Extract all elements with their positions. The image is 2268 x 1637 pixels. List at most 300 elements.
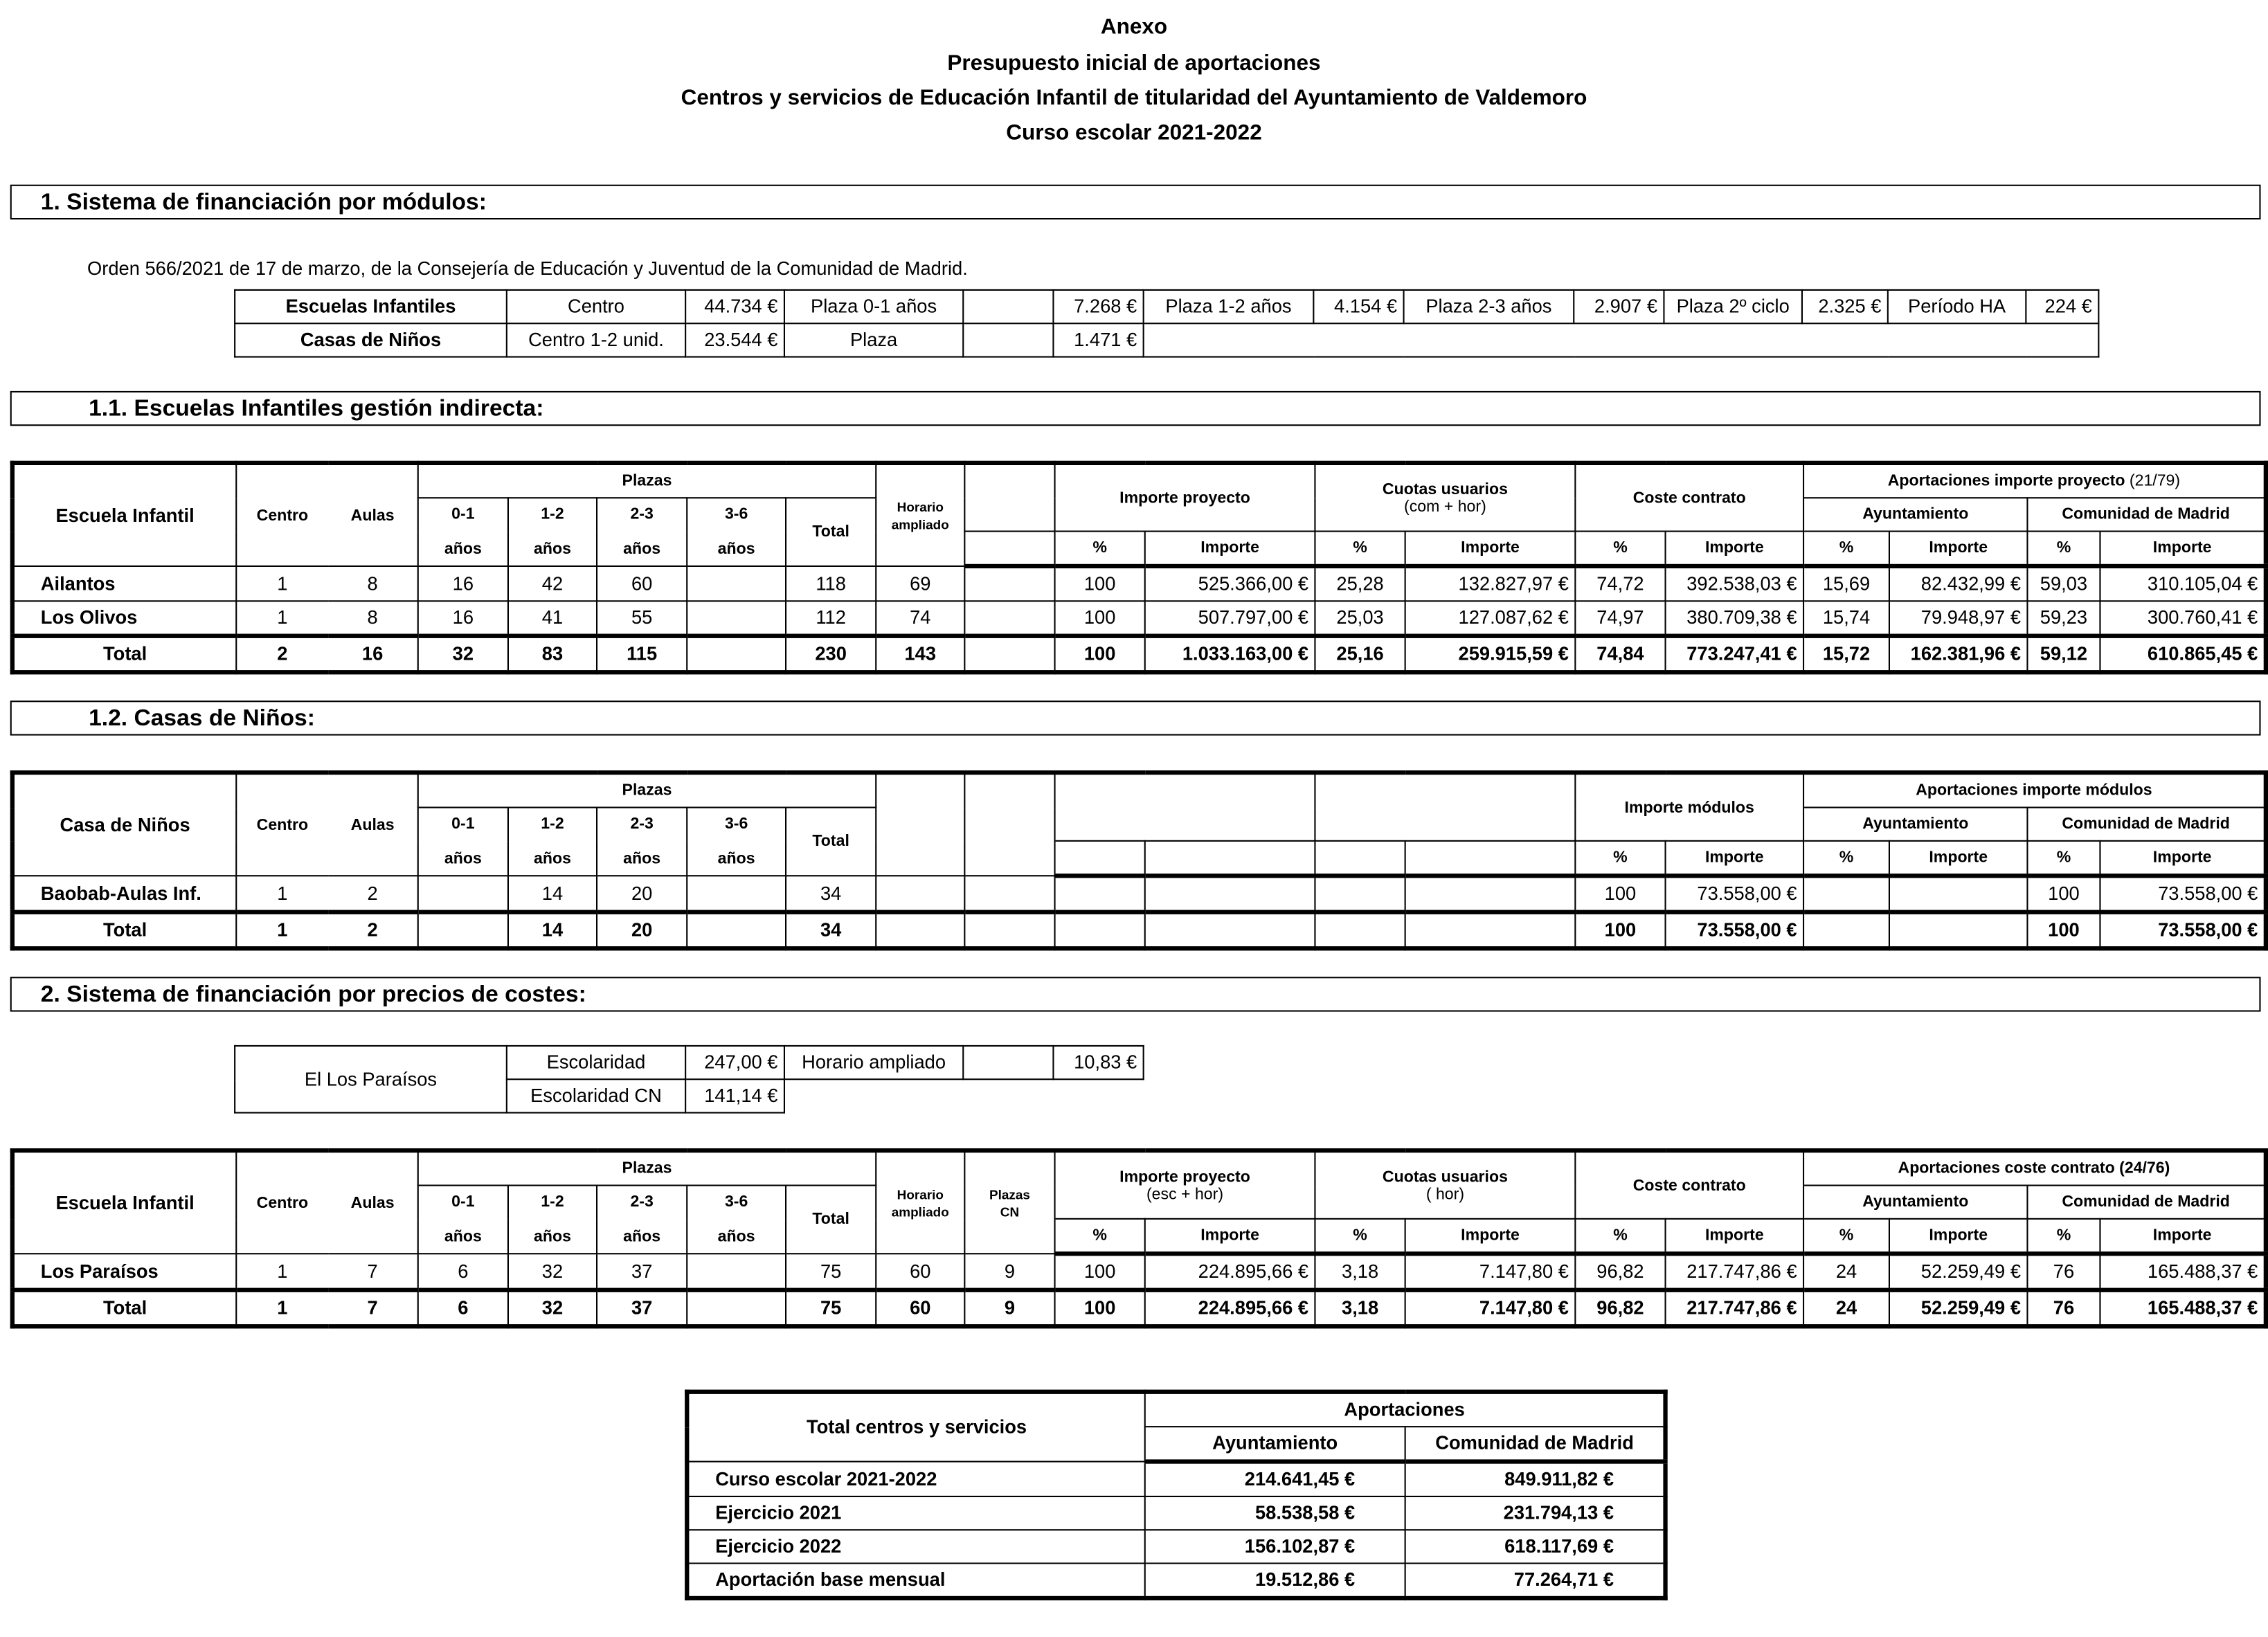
table-cell: 60 [597, 566, 687, 601]
table-cell: 76 [2027, 1290, 2100, 1327]
empty-cell [687, 876, 786, 912]
summary-value: 58.538,58 € [1145, 1496, 1405, 1530]
empty-cell [1803, 912, 1889, 948]
table-cell: 6 [418, 1254, 508, 1290]
col-header-3-6 [687, 498, 786, 566]
table-cell: 24 [1803, 1290, 1889, 1327]
module-value: 2.325 € [1802, 290, 1888, 323]
price-concept: Escolaridad CN [507, 1079, 685, 1112]
module-value: 224 € [2026, 290, 2098, 323]
header-row [12, 463, 2266, 498]
table-cell: 73.558,00 € [1666, 912, 1804, 948]
table-cell: 25,16 [1315, 636, 1405, 673]
col-header-comunidad: Comunidad de Madrid [2027, 498, 2265, 531]
table-cell: 100 [1055, 1254, 1145, 1290]
table-cell: 610.865,45 € [2100, 636, 2265, 673]
table-row [12, 876, 2266, 912]
empty-cell [1145, 841, 1315, 876]
empty-cell [687, 1254, 786, 1290]
module-value: 4.154 € [1313, 290, 1403, 323]
col-header-0-1 [418, 498, 508, 566]
table-cell: 41 [508, 601, 597, 635]
summary-value: 77.264,71 € [1405, 1564, 1666, 1598]
empty-cell [963, 1046, 1053, 1079]
module-label: Casas de Niños [235, 323, 507, 356]
empty-cell [1145, 912, 1315, 948]
price-value: 247,00 € [685, 1046, 784, 1079]
escuelas-infantiles-table [10, 461, 2268, 675]
col-header-importe: Importe [1145, 1219, 1315, 1254]
col-header-ayuntamiento: Ayuntamiento [1803, 498, 2027, 531]
col-header-comunidad: Comunidad de Madrid [2027, 1186, 2265, 1219]
col-header-importe: Importe [1666, 841, 1804, 876]
section-1-heading: 1. Sistema de financiación por módulos: [10, 185, 2261, 219]
module-concept: Plaza 2º ciclo [1664, 290, 1802, 323]
label: años [623, 541, 661, 559]
module-concept: Período HA [1888, 290, 2026, 323]
table-cell: 79.948,97 € [1889, 601, 2028, 635]
label: 0-1 [451, 815, 475, 833]
label: años [444, 850, 482, 868]
col-header-pct: % [1575, 1219, 1665, 1254]
col-header-cuotas [1315, 1150, 1575, 1219]
col-header-importe: Importe [1405, 532, 1576, 566]
table-cell: 24 [1803, 1254, 1889, 1290]
table-cell: 230 [786, 636, 876, 673]
table-cell: 224.895,66 € [1145, 1254, 1315, 1290]
label: 1-2 [541, 505, 564, 523]
col-header-pct: % [2027, 841, 2100, 876]
table-cell: 217.747,86 € [1666, 1254, 1804, 1290]
summary-value: 849.911,82 € [1405, 1462, 1666, 1496]
label: CN [1000, 1204, 1020, 1219]
table-cell: 14 [508, 912, 597, 948]
table-cell: 2 [328, 912, 418, 948]
table-cell: 1 [236, 912, 327, 948]
empty-cell [1405, 912, 1576, 948]
table-cell: 165.488,37 € [2100, 1290, 2265, 1327]
header-row [687, 1392, 1665, 1427]
label: años [534, 1228, 571, 1246]
module-row-escuelas [235, 290, 2098, 323]
label: años [623, 1228, 661, 1246]
table-cell: 37 [597, 1254, 687, 1290]
label: años [623, 850, 661, 868]
cost-prices-table [234, 1045, 1144, 1114]
label: 2-3 [630, 815, 654, 833]
total-row [12, 636, 2266, 673]
precios-costes-table [10, 1148, 2268, 1328]
col-header-total: Total [786, 1186, 876, 1254]
table-cell: 69 [876, 566, 964, 601]
table-cell: 507.797,00 € [1145, 601, 1315, 635]
section-2-heading: 2. Sistema de financiación por precios de costes: [10, 977, 2261, 1011]
label: Cuotas usuarios [1382, 480, 1508, 498]
summary-label: Ejercicio 2021 [687, 1496, 1144, 1530]
col-header-aportaciones: Aportaciones [1145, 1392, 1666, 1427]
table-cell: 7.147,80 € [1405, 1290, 1576, 1327]
summary-row [687, 1496, 1665, 1530]
label: 3-6 [724, 815, 748, 833]
table-row [12, 1254, 2266, 1290]
table-cell: 143 [876, 636, 964, 673]
table-cell: 16 [328, 636, 418, 673]
label: 3-6 [724, 505, 748, 523]
col-header-pct: % [1055, 532, 1145, 566]
col-header-3-6 [687, 808, 786, 876]
col-header-pct: % [1055, 1219, 1145, 1254]
table-cell: 224.895,66 € [1145, 1290, 1315, 1327]
table-cell: 300.760,41 € [2100, 601, 2265, 635]
table-row [12, 601, 2266, 635]
col-header-1-2 [508, 1186, 597, 1254]
table-cell: 112 [786, 601, 876, 635]
col-header-coste: Coste contrato [1575, 463, 1803, 532]
empty-cell [687, 912, 786, 948]
table-cell: 525.366,00 € [1145, 566, 1315, 601]
empty-cell [687, 601, 786, 635]
summary-value: 214.641,45 € [1145, 1462, 1405, 1496]
col-header-horario [876, 463, 964, 566]
col-header-pct: % [1575, 532, 1665, 566]
col-header-pct: % [1803, 1219, 1889, 1254]
label: años [534, 541, 571, 559]
table-cell: 3,18 [1315, 1254, 1405, 1290]
price-value: 141,14 € [685, 1079, 784, 1112]
row-name-cell: Total [12, 912, 236, 948]
empty-cell [876, 876, 964, 912]
col-header-centro: Centro [236, 772, 327, 876]
label: Aportaciones importe proyecto [1887, 472, 2125, 490]
col-header-total: Total [786, 808, 876, 876]
module-value: 23.544 € [685, 323, 784, 356]
empty-cell [876, 912, 964, 948]
legal-reference: Orden 566/2021 de 17 de marzo, de la Consejería de Educación y Juventud de la Comunidad de Madrid. [87, 257, 968, 280]
table-cell: 34 [786, 912, 876, 948]
module-value: 7.268 € [1053, 290, 1143, 323]
col-header-name: Casa de Niños [12, 772, 236, 876]
col-header-2-3 [597, 498, 687, 566]
doc-school-year: Curso escolar 2021-2022 [1006, 120, 1262, 145]
empty-cell [1405, 841, 1576, 876]
col-header-centro: Centro [236, 1150, 327, 1254]
col-header-aportaciones: Aportaciones coste contrato (24/76) [1803, 1150, 2266, 1185]
table-cell: 32 [508, 1290, 597, 1327]
summary-row [687, 1462, 1665, 1496]
table-cell: 100 [2027, 876, 2100, 912]
col-header-pct: % [1315, 532, 1405, 566]
table-cell: 8 [328, 566, 418, 601]
table-cell: 32 [418, 636, 508, 673]
empty-cell [964, 463, 1054, 532]
doc-title: Presupuesto inicial de aportaciones [947, 51, 1321, 76]
table-cell: 20 [597, 876, 687, 912]
col-header-importe: Importe [2100, 532, 2265, 566]
empty-cell [1144, 323, 2099, 356]
table-cell: 392.538,03 € [1666, 566, 1804, 601]
doc-subtitle: Centros y servicios de Educación Infantil de titularidad del Ayuntamiento de Valdemoro [681, 85, 1587, 111]
empty-cell [964, 566, 1054, 601]
label: ampliado [891, 1204, 949, 1219]
col-header-aportaciones: Aportaciones importe módulos [1803, 772, 2266, 807]
table-cell: 773.247,41 € [1666, 636, 1804, 673]
empty-cell [1055, 876, 1145, 912]
summary-label: Curso escolar 2021-2022 [687, 1462, 1144, 1496]
col-header-aulas: Aulas [328, 463, 418, 566]
table-cell: 100 [1575, 876, 1665, 912]
table-cell: 100 [1575, 912, 1665, 948]
label: años [444, 541, 482, 559]
empty-cell [784, 1079, 1144, 1112]
col-header-3-6 [687, 1186, 786, 1254]
price-concept: Escolaridad [507, 1046, 685, 1079]
table-cell: 52.259,49 € [1889, 1290, 2028, 1327]
col-header-total-centros: Total centros y servicios [687, 1392, 1144, 1462]
col-header-comunidad: Comunidad de Madrid [1405, 1427, 1666, 1461]
col-header-centro: Centro [236, 463, 327, 566]
table-cell: 59,03 [2027, 566, 2100, 601]
col-header-importe: Importe [1666, 532, 1804, 566]
price-concept: Horario ampliado [784, 1046, 963, 1079]
table-cell: 162.381,96 € [1889, 636, 2028, 673]
col-header-aulas: Aulas [328, 772, 418, 876]
table-cell: 259.915,59 € [1405, 636, 1576, 673]
table-cell: 132.827,97 € [1405, 566, 1576, 601]
col-header-pct: % [1575, 841, 1665, 876]
label: (esc + hor) [1146, 1185, 1224, 1203]
table-cell: 310.105,04 € [2100, 566, 2265, 601]
summary-value: 231.794,13 € [1405, 1496, 1666, 1530]
table-cell: 1 [236, 601, 327, 635]
module-value: 44.734 € [685, 290, 784, 323]
empty-cell [1055, 772, 1315, 841]
table-cell: 76 [2027, 1254, 2100, 1290]
table-cell: 15,74 [1803, 601, 1889, 635]
price-center-name: El Los Paraísos [235, 1046, 507, 1113]
table-cell: 59,12 [2027, 636, 2100, 673]
label: ( hor) [1425, 1185, 1465, 1203]
table-cell: 1 [236, 876, 327, 912]
col-header-horario [876, 1150, 964, 1254]
col-header-ayuntamiento: Ayuntamiento [1145, 1427, 1405, 1461]
label: años [717, 850, 755, 868]
table-cell: 1.033.163,00 € [1145, 636, 1315, 673]
summary-value: 618.117,69 € [1405, 1530, 1666, 1563]
empty-cell [687, 636, 786, 673]
table-cell: 20 [597, 912, 687, 948]
col-header-importe: Importe [1889, 1219, 2028, 1254]
table-cell: 15,69 [1803, 566, 1889, 601]
empty-cell [964, 601, 1054, 635]
col-header-importe: Importe [1889, 532, 2028, 566]
col-header-cuotas [1315, 463, 1575, 532]
label: Importe proyecto [1119, 1168, 1250, 1186]
table-cell: 3,18 [1315, 1290, 1405, 1327]
col-header-1-2 [508, 498, 597, 566]
empty-cell [418, 876, 508, 912]
col-header-ayuntamiento: Ayuntamiento [1803, 1186, 2027, 1219]
col-header-importe: Importe [1145, 532, 1315, 566]
col-header-pct: % [2027, 1219, 2100, 1254]
table-cell: 217.747,86 € [1666, 1290, 1804, 1327]
table-cell: 59,23 [2027, 601, 2100, 635]
empty-cell [964, 876, 1054, 912]
table-cell: 60 [876, 1290, 964, 1327]
table-cell: 1 [236, 1254, 327, 1290]
table-cell: 37 [597, 1290, 687, 1327]
label: 2-3 [630, 1193, 654, 1211]
col-header-pct: % [1803, 532, 1889, 566]
empty-cell [1055, 912, 1145, 948]
empty-cell [1315, 876, 1405, 912]
empty-cell [418, 912, 508, 948]
col-header-importe: Importe [1666, 1219, 1804, 1254]
col-header-plazas: Plazas [418, 772, 876, 807]
total-row [12, 1290, 2266, 1327]
row-name-cell: Baobab-Aulas Inf. [12, 876, 236, 912]
table-cell: 74,84 [1575, 636, 1665, 673]
module-concept: Centro 1-2 unid. [507, 323, 685, 356]
table-cell: 75 [786, 1254, 876, 1290]
label: Horario [897, 1186, 944, 1202]
col-header-plazas-cn [964, 1150, 1054, 1254]
col-header-total: Total [786, 498, 876, 566]
col-header-importe: Importe [2100, 841, 2265, 876]
table-cell: 2 [236, 636, 327, 673]
col-header-comunidad: Comunidad de Madrid [2027, 808, 2265, 841]
label: Plazas [989, 1186, 1030, 1202]
row-name-cell: Total [12, 636, 236, 673]
table-cell: 60 [876, 1254, 964, 1290]
table-cell: 6 [418, 1290, 508, 1327]
label: Cuotas usuarios [1382, 1168, 1508, 1186]
label: años [717, 541, 755, 559]
table-cell: 7.147,80 € [1405, 1254, 1576, 1290]
col-header-plazas: Plazas [418, 463, 876, 498]
table-cell: 74,97 [1575, 601, 1665, 635]
summary-row [687, 1530, 1665, 1563]
table-cell: 73.558,00 € [2100, 876, 2265, 912]
col-header-pct: % [1803, 841, 1889, 876]
table-cell: 73.558,00 € [1666, 876, 1804, 912]
col-header-pct: % [1315, 1219, 1405, 1254]
module-concept: Plaza 2-3 años [1404, 290, 1574, 323]
table-cell: 55 [597, 601, 687, 635]
label: 0-1 [451, 1193, 475, 1211]
empty-cell [1315, 841, 1405, 876]
empty-cell [1889, 876, 2028, 912]
label: ampliado [891, 516, 949, 532]
casas-de-ninos-table [10, 770, 2268, 950]
table-cell: 52.259,49 € [1889, 1254, 2028, 1290]
table-cell: 25,28 [1315, 566, 1405, 601]
total-row [12, 912, 2266, 948]
module-value: 2.907 € [1574, 290, 1664, 323]
label: 0-1 [451, 505, 475, 523]
label: (21/79) [2129, 472, 2181, 490]
table-cell: 96,82 [1575, 1290, 1665, 1327]
empty-cell [687, 1290, 786, 1327]
module-value: 1.471 € [1053, 323, 1143, 356]
table-cell: 75 [786, 1290, 876, 1327]
doc-title-annex: Anexo [1100, 15, 1168, 39]
col-header-0-1 [418, 808, 508, 876]
empty-cell [1889, 912, 2028, 948]
col-header-name: Escuela Infantil [12, 463, 236, 566]
table-cell: 34 [786, 876, 876, 912]
table-cell: 74 [876, 601, 964, 635]
table-cell: 1 [236, 1290, 327, 1327]
col-header-aulas: Aulas [328, 1150, 418, 1254]
module-concept: Plaza [784, 323, 963, 356]
empty-cell [964, 912, 1054, 948]
table-cell: 32 [508, 1254, 597, 1290]
table-cell: 16 [418, 601, 508, 635]
table-cell: 127.087,62 € [1405, 601, 1576, 635]
label: años [534, 850, 571, 868]
summary-label: Ejercicio 2022 [687, 1530, 1144, 1563]
table-cell: 9 [964, 1254, 1054, 1290]
label: (com + hor) [1404, 498, 1486, 516]
col-header-importe: Importe [1405, 1219, 1576, 1254]
col-header-1-2 [508, 808, 597, 876]
label: 3-6 [724, 1193, 748, 1211]
label: 1-2 [541, 815, 564, 833]
table-cell: 100 [1055, 1290, 1145, 1327]
col-header-importe: Importe [1889, 841, 2028, 876]
table-cell: 115 [597, 636, 687, 673]
price-value: 10,83 € [1053, 1046, 1143, 1079]
empty-cell [964, 772, 1054, 876]
header-row [12, 1150, 2266, 1185]
table-cell: 380.709,38 € [1666, 601, 1804, 635]
summary-table [685, 1390, 1668, 1601]
module-concept: Centro [507, 290, 685, 323]
col-header-name: Escuela Infantil [12, 1150, 236, 1254]
table-row [12, 566, 2266, 601]
table-cell: 25,03 [1315, 601, 1405, 635]
col-header-pct: % [2027, 532, 2100, 566]
table-cell: 100 [2027, 912, 2100, 948]
label: 2-3 [630, 505, 654, 523]
col-header-0-1 [418, 1186, 508, 1254]
col-header-plazas: Plazas [418, 1150, 876, 1185]
empty-cell [1315, 912, 1405, 948]
table-cell: 73.558,00 € [2100, 912, 2265, 948]
section-1-1-heading: 1.1. Escuelas Infantiles gestión indirecta: [10, 391, 2261, 426]
col-header-ayuntamiento: Ayuntamiento [1803, 808, 2027, 841]
empty-cell [1803, 876, 1889, 912]
table-cell: 118 [786, 566, 876, 601]
summary-value: 156.102,87 € [1145, 1530, 1405, 1563]
module-rates-table [234, 289, 2099, 358]
empty-cell [876, 772, 964, 876]
label: años [444, 1228, 482, 1246]
label: años [717, 1228, 755, 1246]
empty-cell [1145, 876, 1315, 912]
header-row [12, 772, 2266, 807]
table-cell: 100 [1055, 566, 1145, 601]
col-header-coste: Coste contrato [1575, 1150, 1803, 1219]
row-name-cell: Los Paraísos [12, 1254, 236, 1290]
table-cell: 8 [328, 601, 418, 635]
empty-cell [963, 290, 1053, 323]
table-cell: 16 [418, 566, 508, 601]
module-concept: Plaza 1-2 años [1144, 290, 1314, 323]
table-cell: 83 [508, 636, 597, 673]
empty-cell [963, 323, 1053, 356]
module-concept: Plaza 0-1 años [784, 290, 963, 323]
